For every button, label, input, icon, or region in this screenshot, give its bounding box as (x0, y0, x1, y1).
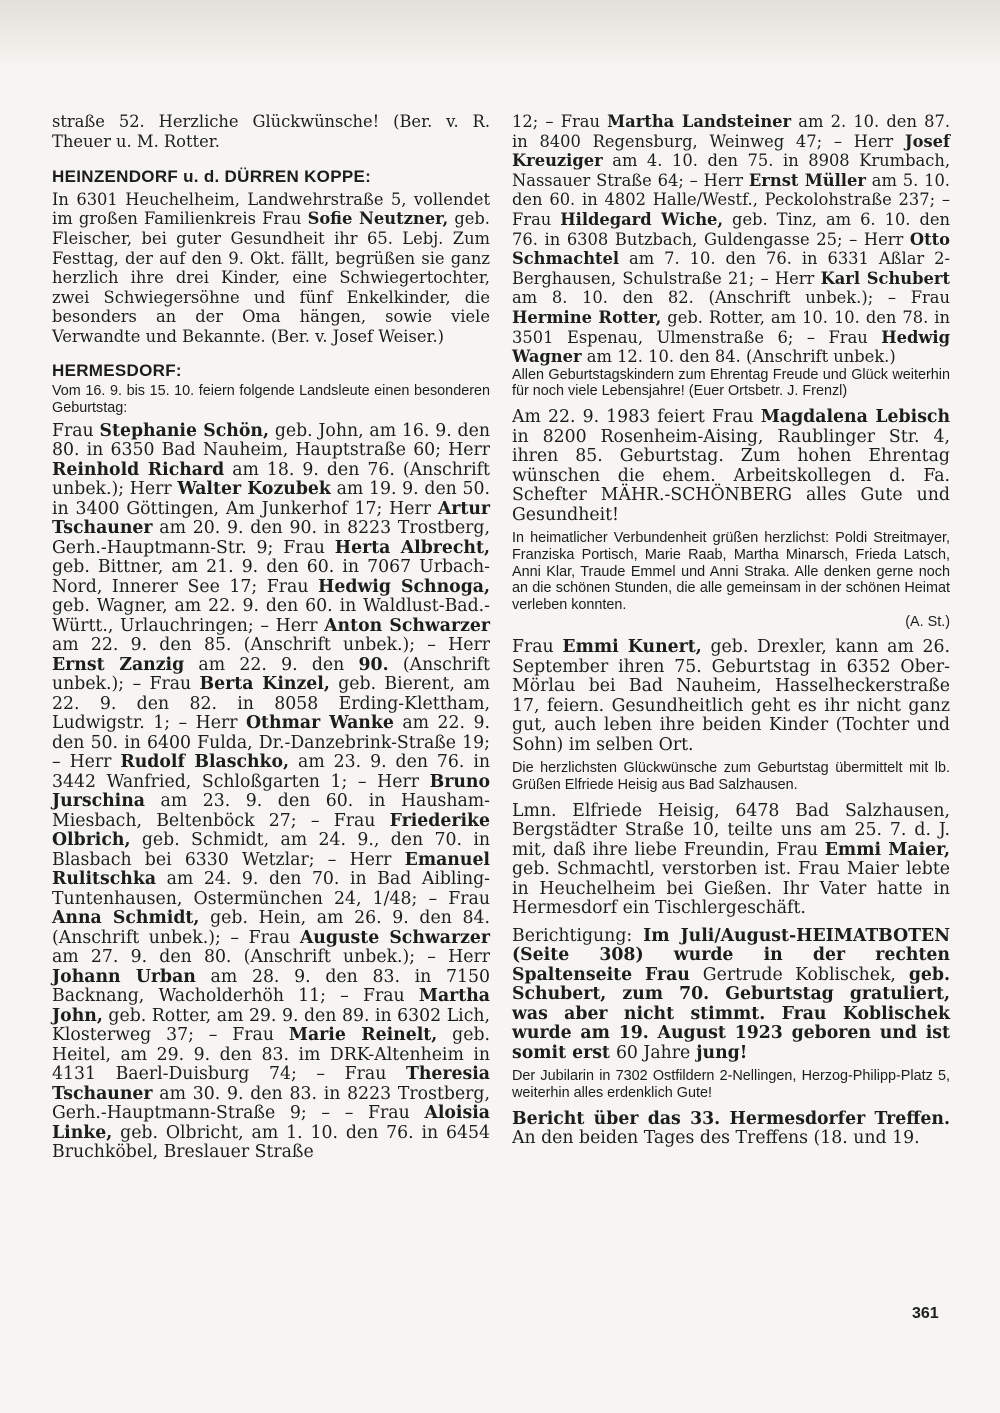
text-run: geb. Olbricht, am 1. 10. den 76. in 6454 Bruchköbel, Breslauer Straße (52, 1122, 490, 1163)
bold-name: Hedwig Schnoga, (318, 576, 490, 597)
bold-name: Martha John, (52, 986, 490, 1026)
bold-name: Aloisia Linke, (52, 1103, 490, 1143)
section-heading-hermesdorf: HERMESDORF: (52, 360, 182, 380)
left-column (52, 112, 490, 1163)
bold-name: Auguste Schwarzer (299, 927, 490, 948)
bold-name: Martha Landsteiner (607, 112, 792, 131)
text-run: am 22. 9. den 50. in 6400 Fulda, Dr.-Danzebrink-Straße 19; – Herr (52, 713, 491, 773)
text-run: am 18. 9. den 76. (Anschrift unbek.); Herr (52, 459, 490, 500)
text-run: geb. Fleischer, bei guter Gesundheit ihr 65. Lebj. Zum Festtag, der auf den 9. Okt. fällt, begrüßen sie ganz herzlich ihre drei Kinder, eine Schwiegertochter, zwei Schwiegersöhne und fünf Enkelkinder, die besonders an der Oma hängen, sowie viele Verwandte und Bekannte. (Ber. v. Josef Weiser.) (52, 209, 490, 346)
text-run: am 12. 10. den 84. (Anschrift unbek.) (581, 347, 896, 367)
text-run: 12; – Frau (512, 112, 608, 131)
text-run: Am 22. 9. 1983 feiert Frau (512, 407, 761, 428)
page-top-shading (0, 0, 1000, 68)
bold-name: Friederike Olbrich, (52, 810, 490, 851)
text-run: Berichtigung: (512, 925, 633, 946)
birthday-subheading: Vom 16. 9. bis 15. 10. feiern folgende Landsleute einen besonderen Geburtstag: (52, 383, 490, 416)
text-run: geb. Rotter, am 10. 10. den 78. in 3501 Espenau, Ulmenstraße 6; – Frau (512, 307, 950, 347)
bold-name: Karl Schubert (820, 268, 950, 288)
bold-name: Othmar Wanke (246, 713, 394, 734)
bold-name: Ernst Zanzig (52, 654, 185, 675)
bold-name: Im Juli/August-HEIMATBOTEN (Seite 308) wurde in der rechten Spaltenseite Frau (512, 925, 950, 985)
text-run: am 19. 9. den 50. in 3400 Göttingen, Am Junkerhof 17; Herr (52, 479, 490, 519)
text-run: am 30. 9. den 83. in 8223 Trostberg, Gerh.-Hauptmann-Straße 9; – – Frau (52, 1083, 490, 1124)
bold-name: Artur Tschauner (52, 498, 490, 539)
text-run: geb. Drexler, kann am 26. September ihren 75. Geburtstag in 6352 Ober-Mörlau bei Bad Nauheim, Hasselheckerstraße 17, feiern. Gesundheitlich geht es ihr nicht ganz gut, auch leben ihre beiden Kinder (Tochter und Sohn) im selben Ort. (512, 637, 950, 755)
text-run: Gertrude Koblischek, (702, 964, 896, 985)
bold-name: Berta Kinzel, (199, 674, 330, 695)
bold-name: Otto Schmachtel (512, 229, 950, 269)
text-run: geb. Bierent, am 22. 9. den 82. in 8058 Erding-Klettham, Ludwigstr. 1; – Herr (52, 674, 490, 734)
paragraph-correction (512, 927, 950, 1064)
bold-name: Magdalena Lebisch (760, 407, 951, 428)
text-run: Frau (512, 637, 563, 658)
bold-name: Josef Kreuziger (512, 131, 950, 171)
bold-name: Emmi Maier, (824, 839, 950, 860)
text-run: am 5. 10. den 60. in 4802 Halle/Westf., Peckolohstraße 237; – Frau (512, 170, 950, 229)
text-run: In 6301 Heuchelheim, Landwehrstraße 5, vollendet im großen Familienkreis Frau (52, 189, 490, 229)
text-run: 60 Jahre (615, 1042, 691, 1063)
greeting-colleagues-text: In heimatlicher Verbundenheit grüßen herzlichst: Poldi Streitmayer, Franziska Portisch, Marie Raab, Martha Minarsch, Frieda Latsch, Anni Klar, Traude Emmel und Anni Straka. Alle denken gerne noch an die schönen Stunden, die alle gemeinsam in der schönen Heimat verleben konnten. (512, 530, 950, 613)
bold-name: Hermine Rotter, (512, 307, 662, 327)
bold-name: Anna Schmidt, (52, 908, 200, 929)
text-run: am 28. 9. den 83. in 7150 Backnang, Wacholderhöh 11; – Frau (52, 966, 490, 1007)
right-column (512, 112, 950, 1149)
treffen-text: An den beiden Tages des Treffens (18. und 19. (512, 1128, 920, 1149)
bold-name: Reinhold Richard (52, 459, 225, 480)
bold-name: jung! (690, 1042, 748, 1063)
text-run: geb. Rotter, am 29. 9. den 89. in 6302 Lich, Klosterweg 37; – Frau (52, 1005, 490, 1046)
signature-initials: (A. St.) (905, 613, 950, 630)
bold-name: Walter Kozubek (177, 479, 331, 500)
text-run: am 4. 10. den 75. in 8908 Krumbach, Nassauer Straße 64; – Herr (512, 151, 950, 190)
text-run: in 8200 Rosenheim-Aising, Raublinger Str. 4, ihren 85. Geburtstag. Zum hohen Ehrentag wünschen die ehem. Arbeitskollegen d. Fa. Schefter MÄHR.-SCHÖNBERG alles Gute und Gesundheit! (512, 426, 950, 525)
text-run: geb. John, am 16. 9. den 80. in 6350 Bad Nauheim, Hauptstraße 60; Herr (52, 420, 490, 461)
intro-paragraph: straße 52. Herzliche Glückwünsche! (Ber. v. R. Theuer u. M. Rotter. (52, 112, 490, 151)
paragraph-kunert (512, 638, 950, 755)
text-run: am 23. 9. den 60. in Hausham-Miesbach, Beltenböck 27; – Frau (52, 791, 490, 831)
page-number: 361 (912, 1305, 939, 1322)
treffen-heading: Bericht über das 33. Hermesdorfer Treffen. (512, 1108, 950, 1129)
birthday-list-continued (512, 112, 950, 367)
text-run: am 23. 9. den 76. in 3442 Wanfried, Schloßgarten 1; – Herr (52, 752, 490, 792)
greeting-colleagues (512, 530, 950, 630)
text-run: geb. Hein, am 26. 9. den 84. (Anschrift unbek.); – Frau (52, 908, 491, 948)
paragraph-lebisch (512, 408, 950, 525)
text-run: geb. Schmidt, am 24. 9., den 70. in Blasbach bei 6330 Wetzlar; – Herr (52, 830, 490, 870)
greeting-note: Allen Geburtstagskindern zum Ehrentag Freude und Glück weiterhin für noch viele Lebensjahre! (Euer Ortsbetr. J. Frenzl) (512, 366, 950, 400)
text-run: geb. Bittner, am 21. 9. den 60. in 7067 Urbach-Nord, Innerer See 17; Frau (52, 557, 490, 597)
bold-name: Johann Urban (52, 966, 196, 987)
bold-name: Emmi Kunert, (562, 637, 702, 658)
bold-name: geb. Schubert, zum 70. Geburtstag gratuliert, was aber nicht stimmt. Frau Koblischek wurde am 19. August 1923 geboren und ist somit erst (512, 964, 951, 1063)
bold-name: Marie Reinelt, (288, 1025, 438, 1046)
text-run: am 22. 9. den 85. (Anschrift unbek.); – Herr (52, 635, 490, 656)
bold-name: Anton Schwarzer (324, 615, 490, 636)
text-run: Lmn. Elfriede Heisig, 6478 Bad Salzhausen, Bergstädter Straße 10, teilte uns am 25. 7. d. J. mit, daß ihre liebe Freundin, Frau (512, 800, 950, 860)
text-run: am 27. 9. den 80. (Anschrift unbek.); – Herr (52, 947, 490, 968)
section-heading-heinzendorf: HEINZENDORF u. d. DÜRREN KOPPE: (52, 167, 372, 187)
bold-name: Emanuel Rulitschka (52, 849, 490, 890)
text-run: geb. Wagner, am 22. 9. den 60. in Waldlust-Bad.-Württ., Urlauchringen; – Herr (52, 596, 490, 636)
bold-name: Hedwig Wagner (512, 327, 950, 367)
bold-name: Sofie Neutzner, (307, 209, 449, 229)
text-run: am 20. 9. den 90. in 8223 Trostberg, Gerh.-Hauptmann-Str. 9; Frau (52, 518, 490, 558)
paragraph-maier-obituary (512, 802, 950, 919)
text-run: geb. Schmachtl, verstorben ist. Frau Maier lebte in Heuchelheim bei Gießen. Ihr Vater hatte in Hermesdorf ein Tischlergeschäft. (512, 859, 950, 919)
paragraph-neutzner (52, 190, 490, 347)
text-run: (Anschrift unbek.); – Frau (52, 654, 491, 695)
birthday-list-paragraph (52, 422, 490, 1163)
bold-name: Rudolf Blaschko, (120, 752, 290, 773)
text-run: Frau (52, 420, 100, 441)
bold-name: Stephanie Schön, (99, 420, 269, 441)
bold-name: 90. (358, 654, 389, 675)
bold-name: Ernst Müller (748, 170, 866, 190)
bold-name: Herta Albrecht, (334, 537, 490, 558)
jubilarin-wishes: Der Jubilarin in 7302 Ostfildern 2-Nellingen, Herzog-Philipp-Platz 5, weiterhin alles erdenklich Gute! (512, 1068, 950, 1101)
text-run: am 7. 10. den 76. in 6331 Aßlar 2-Berghausen, Schulstraße 21; – Herr (512, 249, 950, 288)
bold-name: Bruno Jurschina (52, 771, 490, 812)
paragraph-treffen-report (512, 1110, 950, 1149)
greeting-heisig: Die herzlichsten Glückwünsche zum Geburtstag übermittelt mit lb. Grüßen Elfriede Heisig aus Bad Salzhausen. (512, 760, 950, 794)
text-run: am 2. 10. den 87. in 8400 Regensburg, Weinweg 47; – Herr (512, 112, 950, 151)
bold-name: Theresia Tschauner (52, 1064, 490, 1104)
text-run: am 8. 10. den 82. (Anschrift unbek.); – Frau (512, 288, 950, 308)
bold-name: Hildegard Wiche, (560, 209, 724, 229)
text-run: am 24. 9. den 70. in Bad Aibling-Tuntenhausen, Ostermünchen 24, 1/48; – Frau (52, 869, 490, 909)
text-run: geb. Tinz, am 6. 10. den 76. in 6308 Butzbach, Guldengasse 25; – Herr (512, 209, 950, 249)
text-run: geb. Heitel, am 29. 9. den 83. im DRK-Altenheim in 4131 Baerl-Duisburg 74; – Frau (52, 1025, 490, 1085)
text-run: am 22. 9. den (184, 654, 359, 675)
